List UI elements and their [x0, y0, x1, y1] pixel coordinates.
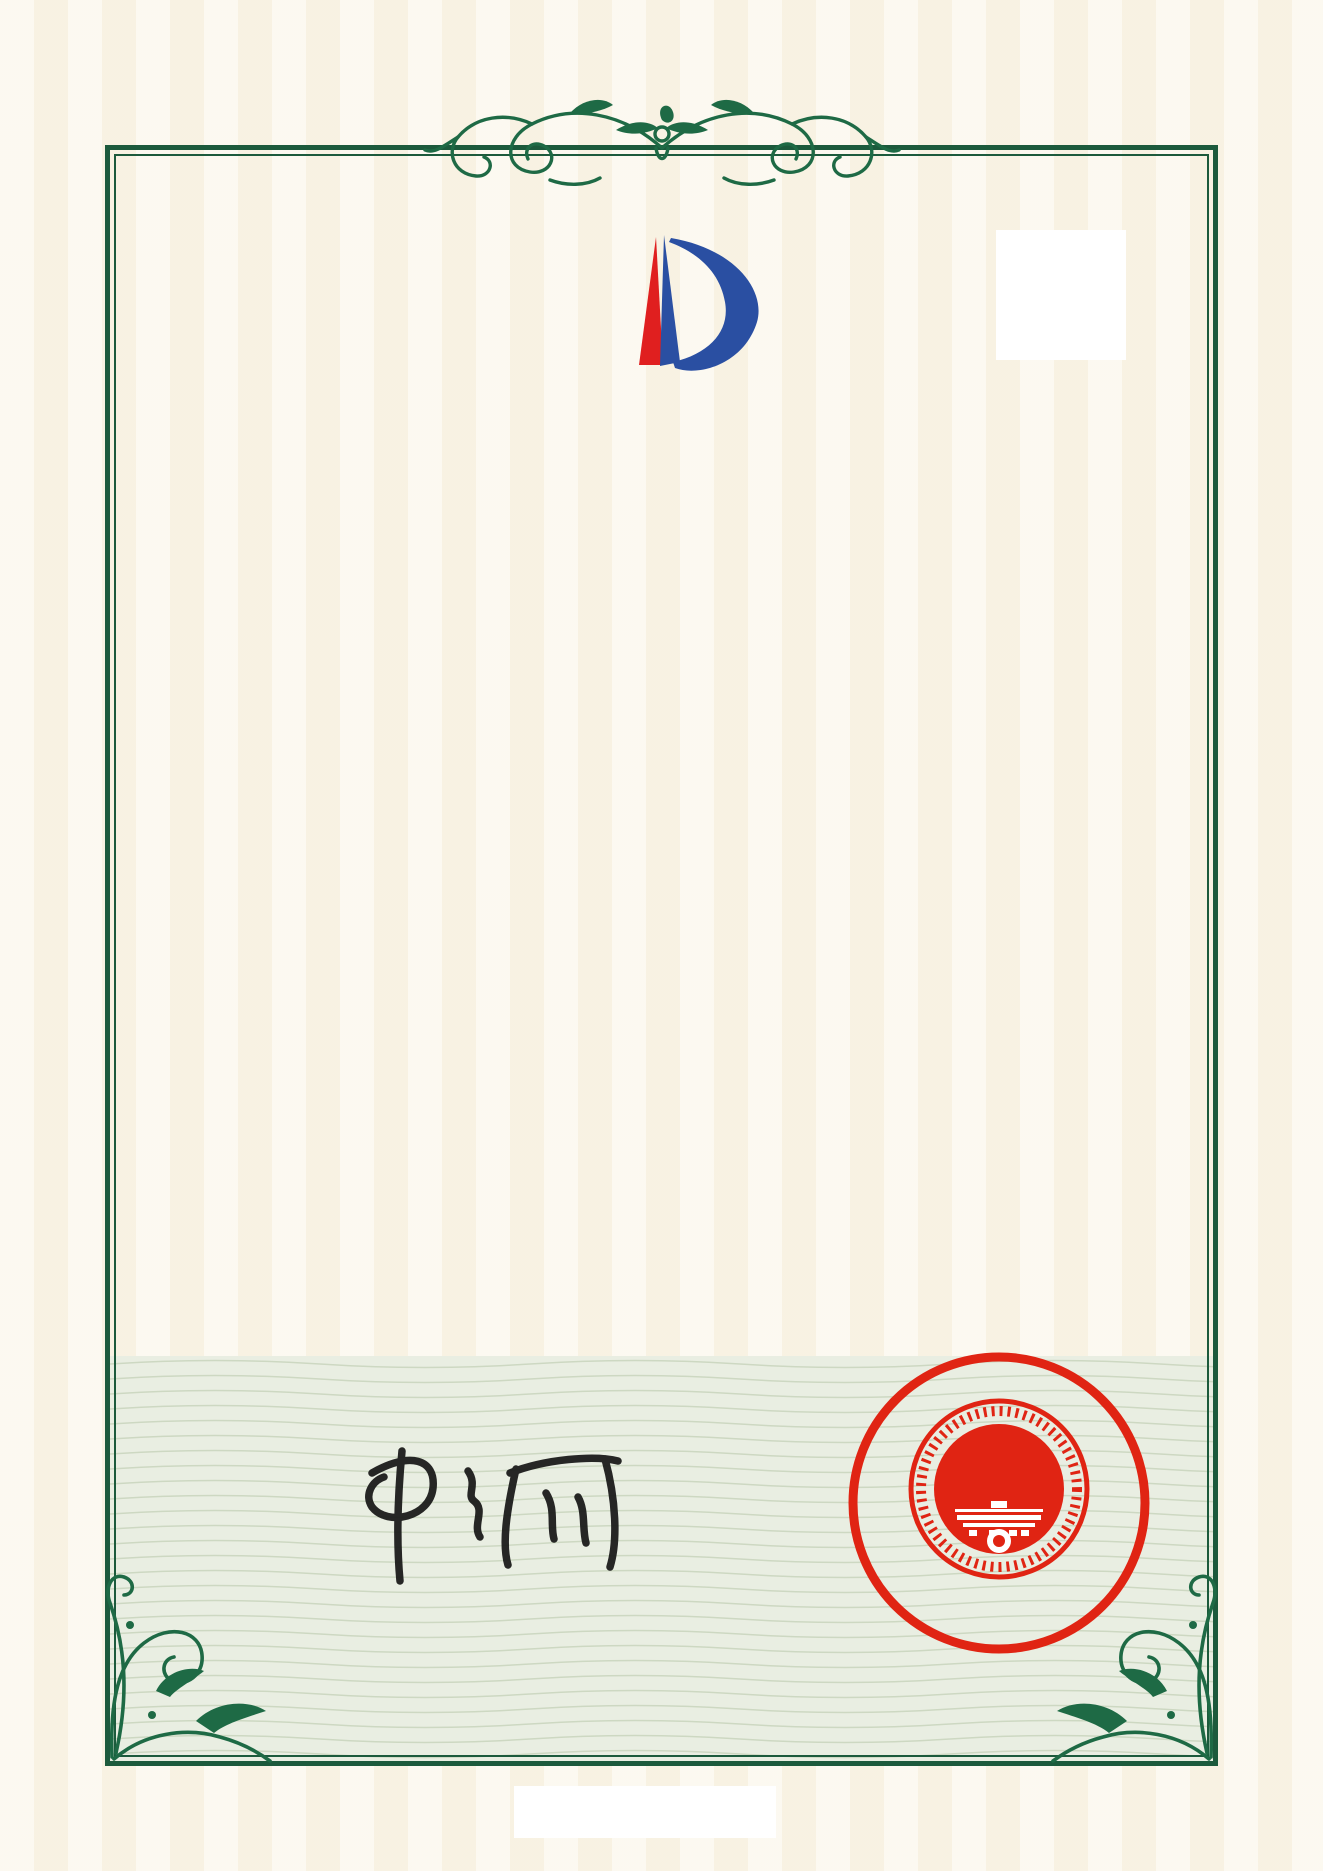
officer-signature — [350, 1433, 640, 1591]
barcode — [190, 1367, 525, 1397]
qr-code — [996, 230, 1126, 360]
agency-seal — [835, 1339, 1163, 1667]
logo-red-wedge — [639, 237, 663, 365]
seal-national-emblem — [911, 1401, 1087, 1577]
continuation-note — [514, 1786, 776, 1838]
cnipa-logo — [560, 225, 770, 373]
logo-blue-wedge — [660, 235, 680, 366]
top-border-ornament — [420, 90, 904, 202]
logo-blue-crescent — [669, 238, 759, 371]
legal-text — [150, 1086, 1198, 1096]
grant-number-field — [676, 1044, 864, 1077]
